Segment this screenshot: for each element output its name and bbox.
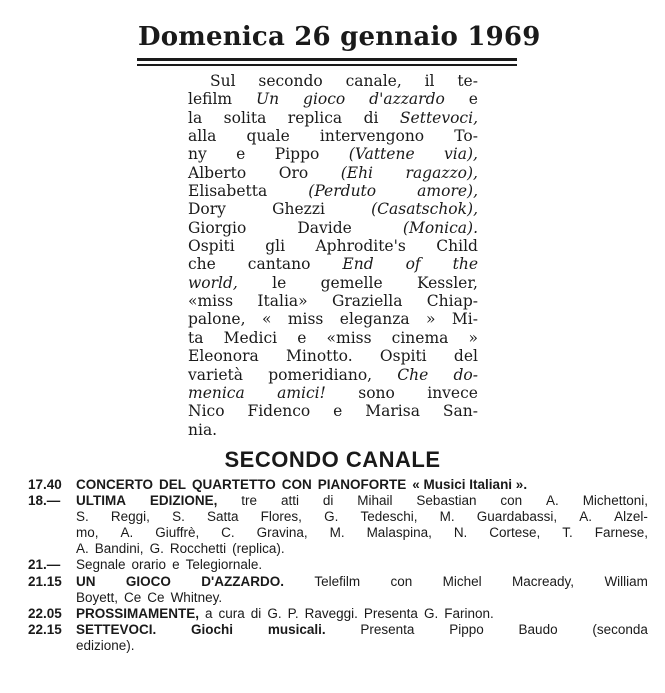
article-line: [188, 402, 478, 420]
article-word: Ospiti: [379, 347, 427, 366]
program-time: 22.15: [28, 621, 62, 637]
article-word: Oro: [278, 163, 309, 182]
program-word: Satta: [206, 509, 239, 525]
article-word: e: [333, 402, 343, 421]
program-word: edizione).: [76, 637, 135, 653]
program-word: N.: [453, 525, 468, 541]
program-line: [76, 574, 648, 590]
article-line: [188, 164, 478, 182]
program-word: Presenta: [360, 621, 415, 637]
article-word: of: [405, 255, 421, 274]
program-word: Guardabassi,: [476, 509, 558, 525]
program-word: Segnale: [76, 557, 126, 573]
program-word: T.: [562, 525, 573, 541]
program-word: (seconda: [592, 621, 648, 637]
program-word: Michettoni,: [582, 493, 648, 509]
article-word: Ospiti: [188, 237, 235, 256]
program-line: [76, 622, 648, 638]
program-word: A.: [120, 525, 134, 541]
program-word: S.: [172, 509, 185, 525]
program-word: CONCERTO: [76, 477, 154, 492]
program-word: William: [604, 573, 648, 589]
article-word: Ghezzi: [272, 200, 325, 219]
article-word: ragazzo),: [405, 163, 478, 182]
program-time: 21.15: [28, 573, 62, 589]
article-word: secondo: [258, 72, 323, 90]
program-word: G.: [149, 541, 164, 557]
program-word: ULTIMA: [76, 493, 126, 509]
article-word: del: [453, 347, 478, 366]
program-word: Boyett,: [76, 589, 119, 605]
article-line: [188, 292, 478, 310]
article-word: cantano: [247, 255, 311, 274]
article-word: (Monica).: [402, 218, 478, 237]
program-word: G.: [267, 605, 282, 621]
program-line: [76, 493, 648, 509]
program-word: Farinon.: [444, 605, 494, 621]
program-word: C.: [221, 525, 235, 541]
article-word: solita: [223, 108, 267, 127]
article-word: gemelle: [320, 273, 383, 292]
article-word: Child: [436, 237, 478, 256]
program-word: Rocchetti: [169, 541, 227, 557]
header-rule-thin: [137, 64, 517, 66]
article-word: Giorgio: [188, 218, 247, 237]
article-word: Eleonora: [188, 347, 259, 366]
article-word: world,: [188, 273, 238, 292]
program-entry: [28, 606, 648, 622]
article-word: Italia»: [257, 292, 308, 311]
article-word: ny: [188, 145, 207, 164]
article-word: (Perduto: [308, 182, 377, 201]
article-word: te-: [457, 72, 478, 90]
program-word: Tedeschi,: [360, 509, 418, 525]
program-entry: [28, 477, 648, 493]
article-word: che: [188, 255, 216, 274]
article-word: «miss: [188, 292, 234, 311]
program-word: A.: [546, 493, 559, 509]
program-word: SETTEVOCI.: [76, 621, 157, 637]
article-line: [188, 384, 478, 402]
program-entry: [28, 493, 648, 557]
program-word: A.: [579, 509, 592, 525]
program-time: 17.40: [28, 477, 62, 492]
article-line: [188, 72, 478, 90]
program-word: CON: [281, 477, 312, 492]
article-word: »: [426, 310, 436, 329]
article-word: To-: [454, 127, 478, 146]
program-word: Whitney.: [170, 589, 223, 605]
program-line: [76, 525, 648, 541]
program-word: M.: [439, 509, 455, 525]
page-title: Domenica 26 gennaio 1969: [138, 22, 541, 52]
article-word: alla: [188, 127, 217, 146]
article-word: lefilm: [188, 90, 233, 109]
program-word: mo,: [76, 525, 99, 541]
program-word: e: [172, 557, 180, 573]
article-line: [188, 274, 478, 292]
article-line: [188, 182, 478, 200]
article-word: Un: [256, 90, 280, 109]
article-word: via),: [444, 145, 478, 164]
program-word: Reggi,: [110, 509, 150, 525]
program-word: UN: [76, 573, 96, 589]
program-word: di: [250, 605, 262, 621]
article-word: cinema: [391, 328, 449, 347]
program-word: (replica).: [232, 541, 285, 557]
article-word: e: [297, 328, 307, 347]
program-word: con: [500, 493, 523, 509]
article-word: palone,: [188, 310, 246, 329]
program-word: Mihail: [357, 493, 393, 509]
program-word: tre: [241, 493, 258, 509]
program-word: Presenta: [363, 605, 418, 621]
article-word: Chiap-: [426, 292, 478, 311]
program-line: [76, 509, 648, 525]
program-word: cura: [218, 605, 245, 621]
program-word: Flores,: [260, 509, 302, 525]
program-entry: [28, 557, 648, 573]
program-time: 18.—: [28, 493, 61, 509]
article-word: e: [468, 90, 478, 109]
program-word: G.: [324, 509, 339, 525]
article-line: [188, 200, 478, 218]
article-line: [188, 310, 478, 328]
program-word: S.: [76, 509, 89, 525]
program-word: Telegiornale.: [185, 557, 263, 573]
article-word: sono: [358, 383, 395, 402]
program-word: Malaspina,: [366, 525, 432, 541]
article-word: Pippo: [274, 145, 320, 164]
article-word: »: [468, 328, 478, 347]
article-word: quale: [246, 127, 290, 146]
article-word: gioco: [303, 90, 346, 109]
article-word: Alberto: [188, 163, 247, 182]
article-word: replica: [287, 108, 343, 127]
article-word: amici!: [277, 383, 326, 402]
program-word: Macready,: [512, 573, 575, 589]
article-word: San-: [442, 402, 478, 421]
program-word: a: [205, 605, 213, 621]
article-word: Aphrodite's: [315, 237, 406, 256]
article-word: il: [424, 72, 435, 90]
program-word: QUARTETTO: [192, 477, 276, 492]
article-word: canale,: [345, 72, 402, 90]
program-word: M.: [329, 525, 345, 541]
article-word: (Casatschok),: [371, 200, 478, 219]
article-word: Fidenco: [247, 402, 311, 421]
program-line: [76, 557, 648, 573]
program-word: Gravina,: [256, 525, 308, 541]
program-word: Giochi: [191, 621, 234, 637]
program-word: Ce: [147, 589, 165, 605]
program-word: di: [322, 493, 334, 509]
program-word: PIANOFORTE: [317, 477, 407, 492]
tv-schedule: [28, 477, 648, 654]
program-line: [76, 541, 648, 557]
article-line: [188, 90, 478, 108]
program-word: EDIZIONE,: [149, 493, 218, 509]
article-text: [188, 72, 478, 439]
program-word: D'AZZARDO.: [201, 573, 284, 589]
article-word: e: [236, 145, 246, 164]
program-word: Ce: [124, 589, 142, 605]
program-word: G.: [423, 605, 439, 621]
article-word: Kessler,: [416, 273, 478, 292]
article-line: [188, 219, 478, 237]
article-word: eleganza: [339, 310, 410, 329]
article-line: [188, 329, 478, 347]
article-word: amore),: [417, 182, 478, 201]
article-word: pomeridiano,: [268, 365, 373, 384]
article-word: Che: [397, 365, 429, 384]
article-word: gli: [265, 237, 286, 256]
program-word: Telefilm: [314, 573, 361, 589]
article-word: Minotto.: [286, 347, 353, 366]
program-time: 21.—: [28, 557, 61, 573]
program-word: Farnese,: [594, 525, 648, 541]
article-word: menica: [188, 383, 245, 402]
article-word: the: [452, 255, 478, 274]
section-title: SECONDO CANALE: [224, 447, 441, 472]
header-rule: [137, 58, 517, 61]
program-word: GIOCO: [125, 573, 171, 589]
article-word: invece: [427, 383, 478, 402]
article-line: [188, 421, 478, 439]
program-word: Michel: [442, 573, 482, 589]
article-line: [188, 255, 478, 273]
article-line: [188, 347, 478, 365]
program-word: « Musici Italiani ».: [412, 477, 528, 492]
article-line: [188, 145, 478, 163]
article-word: Dory: [188, 200, 226, 219]
article-word: Graziella: [331, 292, 403, 311]
article-line: [188, 109, 478, 127]
article-word: nia.: [188, 420, 218, 439]
program-word: Pippo: [449, 621, 484, 637]
program-word: Raveggi.: [304, 605, 358, 621]
article-word: la: [188, 108, 203, 127]
article-word: miss: [287, 310, 324, 329]
article-word: Mi-: [451, 310, 478, 329]
program-word: Baudo: [518, 621, 558, 637]
program-entry: [28, 622, 648, 654]
program-word: atti: [280, 493, 299, 509]
program-word: Cortese,: [489, 525, 541, 541]
article-word: Davide: [297, 218, 352, 237]
article-word: do-: [453, 365, 478, 384]
article-word: Medici: [223, 328, 278, 347]
article-word: (Vattene: [348, 145, 415, 164]
program-word: musicali.: [267, 621, 326, 637]
article-word: Settevoci,: [399, 108, 478, 127]
program-word: Giuffrè,: [155, 525, 200, 541]
article-word: Sul: [210, 72, 236, 90]
article-word: Marisa: [365, 402, 420, 421]
article-word: (Ehi: [340, 163, 374, 182]
program-time: 22.05: [28, 605, 62, 621]
program-word: A.: [76, 541, 89, 557]
program-word: con: [390, 573, 413, 589]
program-word: PROSSIMAMENTE,: [76, 605, 200, 621]
article-word: Elisabetta: [188, 182, 268, 201]
article-word: «: [261, 310, 272, 329]
program-word: Sebastian: [416, 493, 477, 509]
article-word: Nico: [188, 402, 225, 421]
program-word: Alzel-: [614, 509, 648, 525]
program-word: P.: [287, 605, 299, 621]
article-line: [188, 127, 478, 145]
program-line: [76, 590, 648, 606]
program-line: [76, 638, 648, 654]
article-word: di: [363, 108, 379, 127]
article-line: [188, 366, 478, 384]
program-word: DEL: [159, 477, 187, 492]
program-entry: [28, 574, 648, 606]
program-line: [76, 606, 648, 622]
article-word: varietà: [188, 365, 244, 384]
article-word: le: [272, 273, 287, 292]
article-word: ta: [188, 328, 204, 347]
article-word: «miss: [326, 328, 372, 347]
article-word: End: [342, 255, 374, 274]
program-word: Bandini,: [94, 541, 144, 557]
program-line: [76, 477, 648, 493]
program-word: orario: [131, 557, 167, 573]
article-word: intervengono: [319, 127, 425, 146]
article-line: [188, 237, 478, 255]
article-word: d'azzardo: [369, 90, 445, 109]
